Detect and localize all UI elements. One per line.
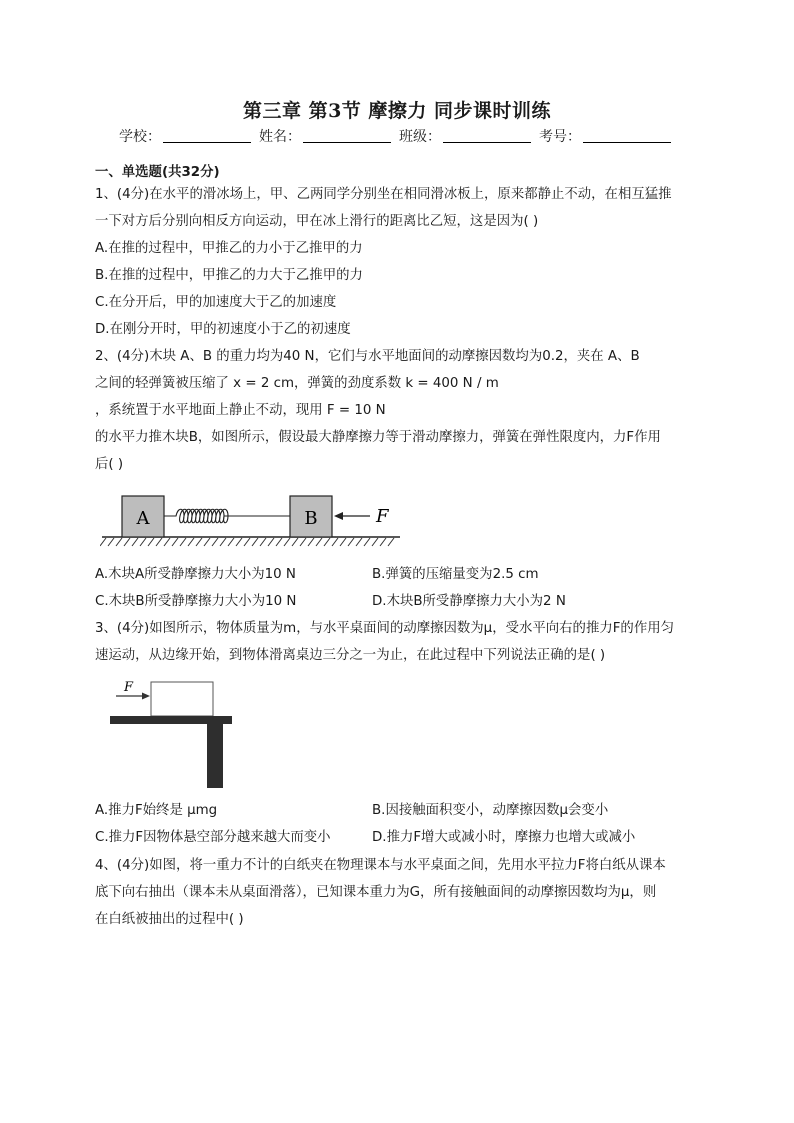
q4-stem-line2: 底下向右抽出（课本未从桌面滑落），已知课本重力为G，所有接触面间的动摩擦因数均为μ，则 <box>95 885 657 900</box>
block-b-label: B <box>304 508 318 529</box>
q3-stem-line2: 速运动，从边缘开始，到物体滑离桌边三分之一为止，在此过程中下列说法正确的是( ) <box>95 648 606 663</box>
q3-option-a: A.推力F始终是 μmg <box>95 803 218 818</box>
section-heading: 一、单选题(共32分) <box>95 165 220 180</box>
sliding-block <box>151 682 213 716</box>
q1-option-a: A.在推的过程中，甲推乙的力小于乙推甲的力 <box>95 241 363 256</box>
q2-stem-line3: ，系统置于水平地面上静止不动，现用 F = 10 N <box>95 403 386 418</box>
exam-no-blank[interactable] <box>583 128 671 143</box>
q4-stem-line3: 在白纸被抽出的过程中( ) <box>95 912 244 927</box>
push-arrowhead <box>142 693 150 700</box>
school-label: 学校： <box>119 129 161 145</box>
class-blank[interactable] <box>443 128 531 143</box>
q2-option-b: B.弹簧的压缩量变为2.5 cm <box>372 567 539 582</box>
table-edge-figure <box>108 676 238 792</box>
page-title: 第三章 第3节 摩擦力 同步课时训练 <box>242 100 552 122</box>
q2-option-c: C.木块B所受静摩擦力大小为10 N <box>95 594 297 609</box>
q1-stem-line1: 1、(4分)在水平的滑冰场上，甲、乙两同学分别坐在相同滑冰板上，原来都静止不动，在相互猛推 <box>95 187 672 202</box>
q1-stem-line2: 一下对方后分别向相反方向运动，甲在冰上滑行的距离比乙短，这是因为( ) <box>95 214 539 229</box>
q2-option-a: A.木块A所受静摩擦力大小为10 N <box>95 567 296 582</box>
table-leg <box>207 724 223 788</box>
student-info-row <box>0 126 794 146</box>
school-blank[interactable] <box>163 128 251 143</box>
spring <box>164 509 290 523</box>
push-label: F <box>124 680 134 695</box>
block-a-label: A <box>136 508 150 529</box>
force-label: F <box>376 506 389 527</box>
q2-stem-line5: 后( ) <box>95 457 124 472</box>
q1-option-c: C.在分开后，甲的加速度大于乙的加速度 <box>95 295 337 310</box>
name-blank[interactable] <box>303 128 391 143</box>
name-label: 姓名： <box>259 129 301 145</box>
class-label: 班级： <box>399 129 441 145</box>
force-arrowhead <box>334 512 343 520</box>
spring-blocks-figure <box>100 488 410 550</box>
q2-stem-line2: 之间的轻弹簧被压缩了 x = 2 cm，弹簧的劲度系数 k = 400 N / m <box>95 376 499 391</box>
q4-stem-line1: 4、(4分)如图，将一重力不计的白纸夹在物理课本与水平桌面之间，先用水平拉力F将白纸从课本 <box>95 858 666 873</box>
q1-option-b: B.在推的过程中，甲推乙的力大于乙推甲的力 <box>95 268 363 283</box>
q3-option-d: D.推力F增大或减小时，摩擦力也增大或减小 <box>372 830 636 845</box>
q2-stem-line4: 的水平力推木块B，如图所示，假设最大静摩擦力等于滑动摩擦力，弹簧在弹性限度内，力F作用 <box>95 430 661 445</box>
exam-no-label: 考号： <box>539 129 581 145</box>
q3-stem-line1: 3、(4分)如图所示，物体质量为m，与水平桌面间的动摩擦因数为μ，受水平向右的推力F的作用匀 <box>95 621 674 636</box>
q2-option-d: D.木块B所受静摩擦力大小为2 N <box>372 594 566 609</box>
q3-option-c: C.推力F因物体悬空部分越来越大而变小 <box>95 830 331 845</box>
q2-stem-line1: 2、(4分)木块 A、B 的重力均为40 N，它们与水平地面间的动摩擦因数均为0.2，夹在 A、B <box>95 349 640 364</box>
q1-option-d: D.在刚分开时，甲的初速度小于乙的初速度 <box>95 322 351 337</box>
q3-option-b: B.因接触面积变小，动摩擦因数μ会变小 <box>372 803 609 818</box>
table-top <box>110 716 232 724</box>
